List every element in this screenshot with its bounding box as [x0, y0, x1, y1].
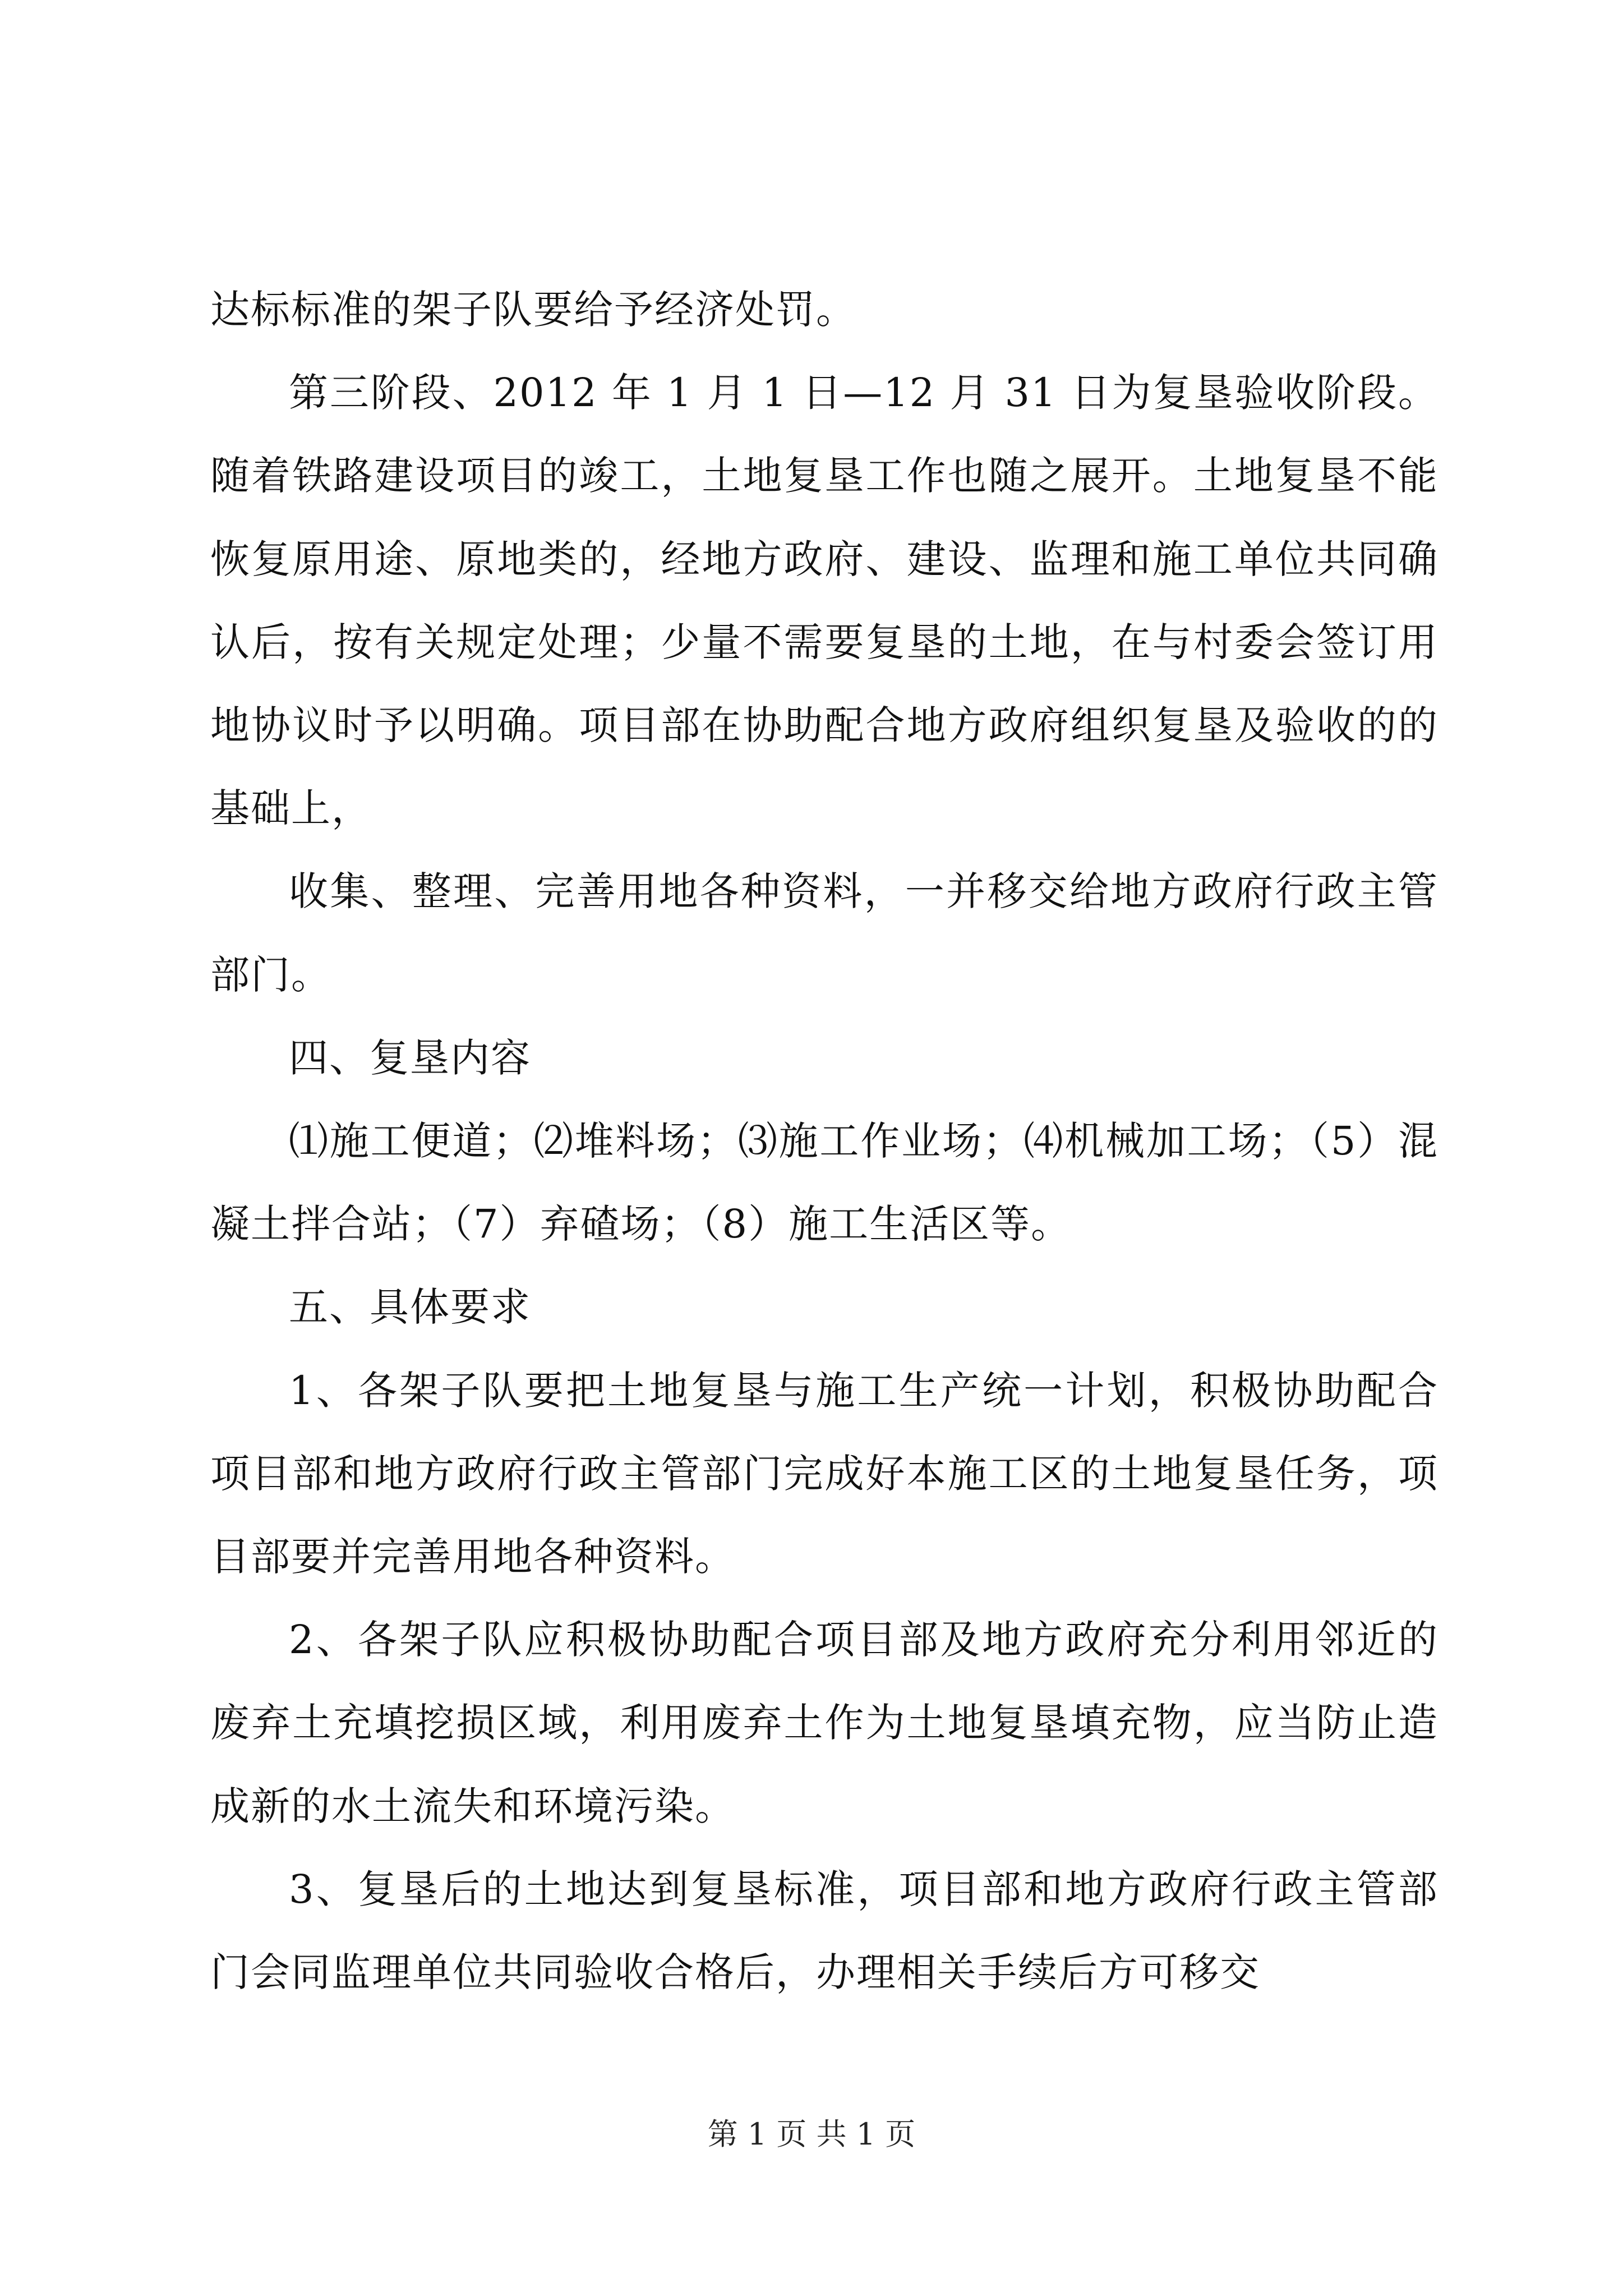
paragraph-1: 达标标准的架子队要给予经济处罚。: [210, 287, 856, 333]
requirement-1: 1、各架子队要把土地复垦与施工生产统一计划，积极协助配合项目部和地方政府行政主管部门完成好本施工区的土地复垦任务，项目部要并完善用地各种资料。: [210, 1367, 1438, 1580]
document-body: [210, 268, 1438, 2014]
page-footer: [0, 2115, 1623, 2154]
paragraph-reclamation-items: ⑴施工便道；⑵堆料场；⑶施工作业场；⑷机械加工场；（5）混凝土拌合站；（7）弃碴场；（8）施工生活区等。: [210, 1118, 1438, 1248]
section-heading-reclamation-content: 四、复垦内容: [289, 1034, 531, 1081]
section-heading-specific-requirements: 五、具体要求: [289, 1284, 531, 1331]
requirement-3: 3、复垦后的土地达到复垦标准，项目部和地方政府行政主管部门会同监理单位共同验收合格后，办理相关手续后方可移交: [210, 1866, 1438, 1996]
page-number-label: 第 1 页 共 1 页: [707, 2116, 916, 2152]
paragraph-2: 第三阶段、2012 年 1 月 1 日—12 月 31 日为复垦验收阶段。随着铁路建设项目的竣工，土地复垦工作也随之展开。土地复垦不能恢复原用途、原地类的，经地方政府、建设、监理和施工单位共同确认后，按有关规定处理；少量不需要复垦的土地，在与村委会签订用地协议时予以明确。项目部在协助配合地方政府组织复垦及验收的的基础上，: [210, 370, 1438, 832]
requirement-2: 2、各架子队应积极协助配合项目部及地方政府充分利用邻近的废弃土充填挖损区域，利用废弃土作为土地复垦填充物，应当防止造成新的水土流失和环境污染。: [210, 1617, 1438, 1829]
paragraph-3: 收集、整理、完善用地各种资料，一并移交给地方政府行政主管部门。: [210, 868, 1438, 998]
